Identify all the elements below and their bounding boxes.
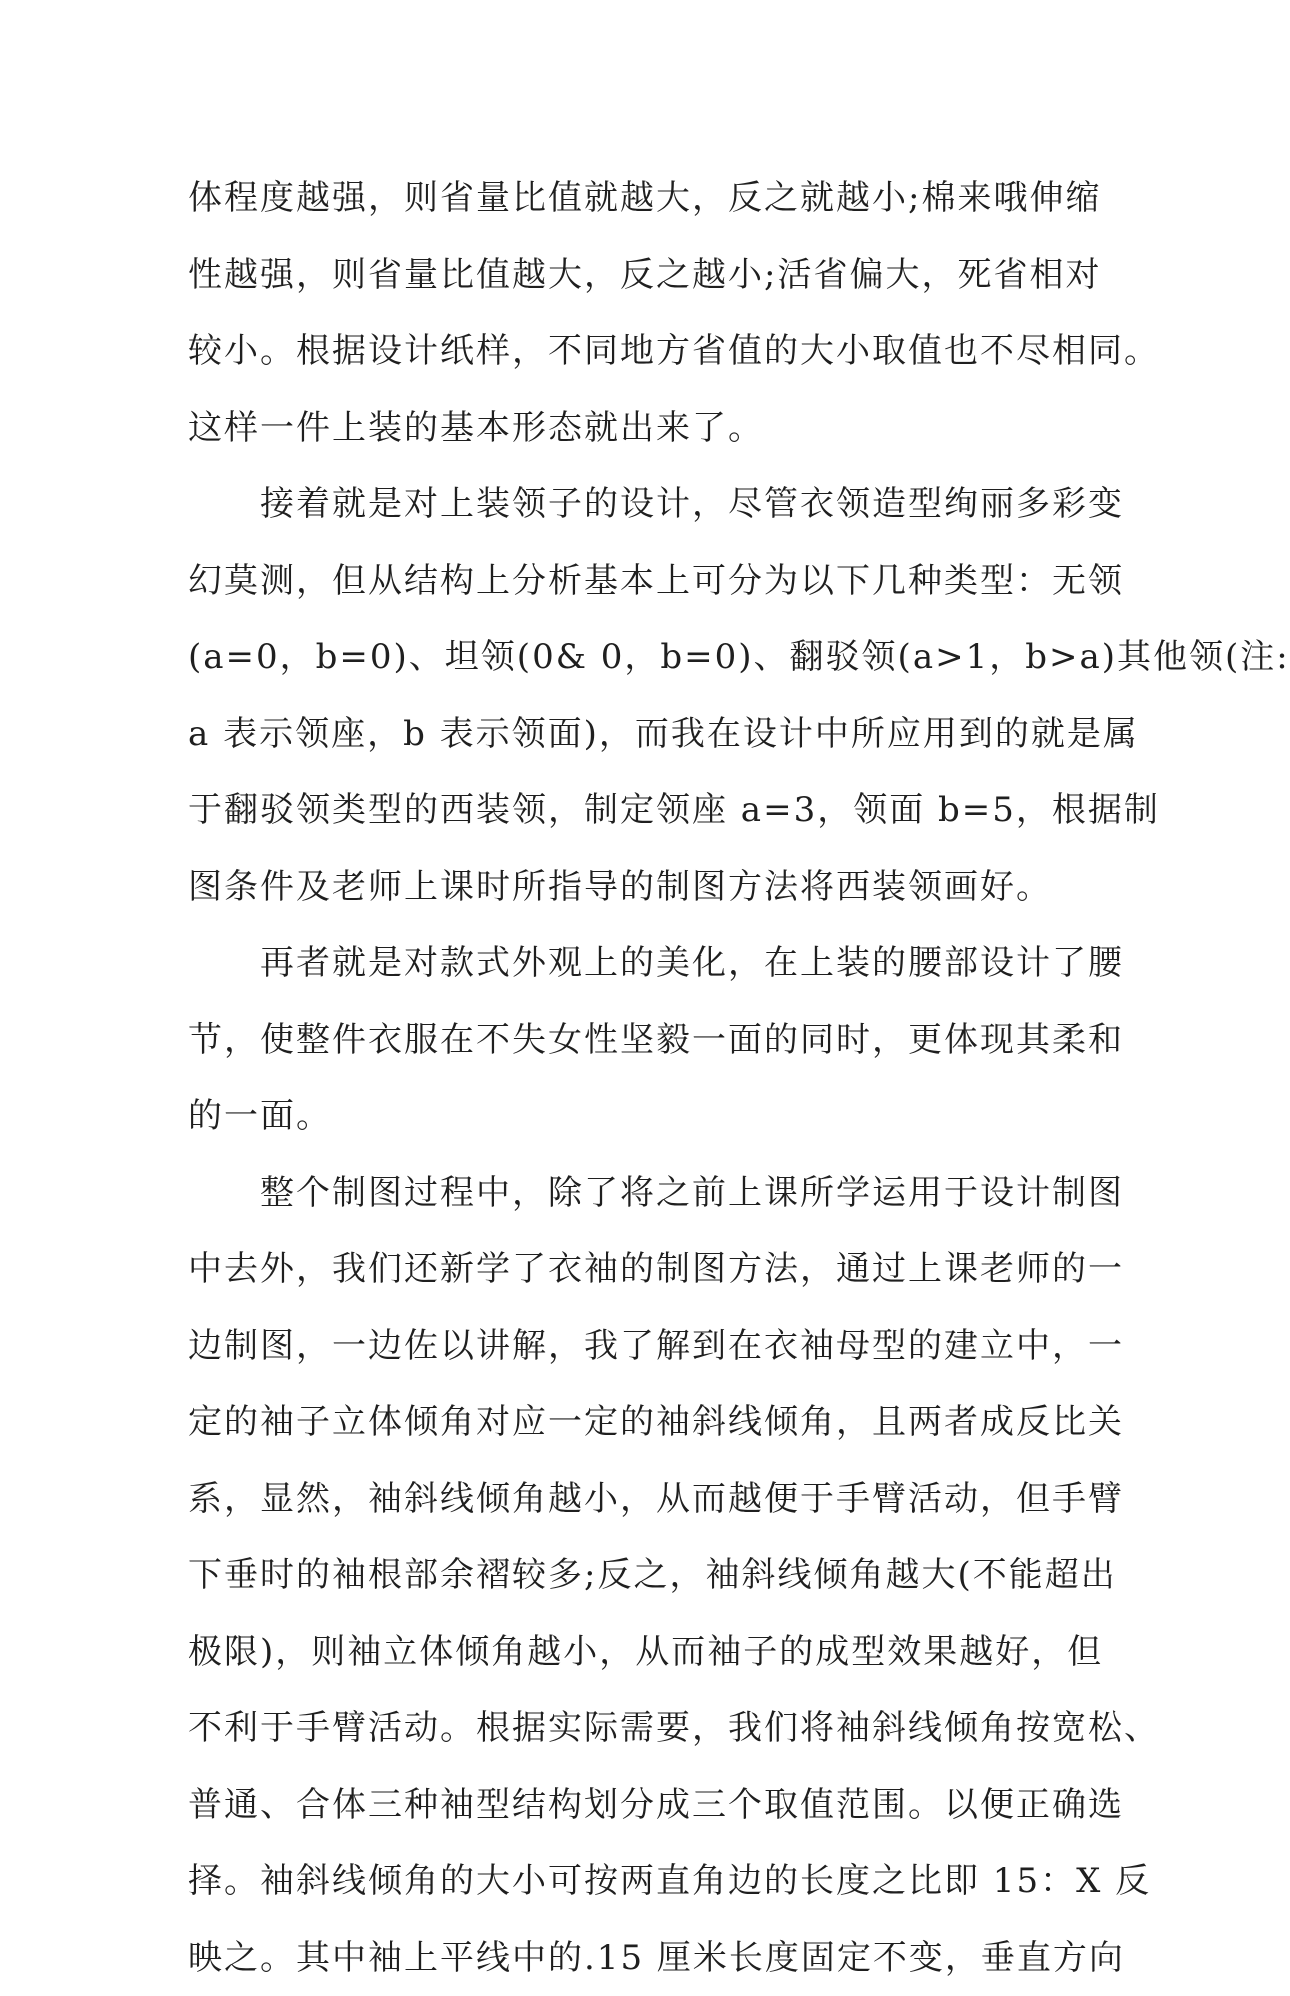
text-line-9: 于翻驳领类型的西装领，制定领座 a=3，领面 b=5，根据制 [188,772,1054,849]
body-text [188,160,1054,1996]
text-line-17: 定的袖子立体倾角对应一定的袖斜线倾角，且两者成反比关 [188,1384,1054,1461]
text-line-21: 不利于手臂活动。根据实际需要，我们将袖斜线倾角按宽松、 [188,1690,1054,1767]
text-line-12: 节，使整件衣服在不失女性坚毅一面的同时，更体现其柔和 [188,1002,1054,1079]
text-line-6: 幻莫测，但从结构上分析基本上可分为以下几种类型：无领 [188,543,1054,620]
text-line-23: 择。袖斜线倾角的大小可按两直角边的长度之比即 15：X 反 [188,1843,1054,1920]
text-line-10: 图条件及老师上课时所指导的制图方法将西装领画好。 [188,849,1054,926]
text-line-2: 性越强，则省量比值越大，反之越小;活省偏大，死省相对 [188,237,1054,314]
text-line-7: (a=0，b=0)、坦领(0& 0，b=0)、翻驳领(a>1，b>a)其他领(注: [188,619,1054,696]
text-line-3: 较小。根据设计纸样，不同地方省值的大小取值也不尽相同。 [188,313,1054,390]
text-line-20: 极限)，则袖立体倾角越小，从而袖子的成型效果越好，但 [188,1614,1054,1691]
text-line-1: 体程度越强，则省量比值就越大，反之就越小;棉来哦伸缩 [188,160,1054,237]
text-line-13: 的一面。 [188,1078,1054,1155]
text-line-24: 映之。其中袖上平线中的.15 厘米长度固定不变，垂直方向 [188,1920,1054,1996]
text-line-18: 系，显然，袖斜线倾角越小，从而越便于手臂活动，但手臂 [188,1461,1054,1538]
text-line-5: 接着就是对上装领子的设计，尽管衣领造型绚丽多彩变 [188,466,1054,543]
text-line-11: 再者就是对款式外观上的美化，在上装的腰部设计了腰 [188,925,1054,1002]
text-line-14: 整个制图过程中，除了将之前上课所学运用于设计制图 [188,1155,1054,1232]
text-line-19: 下垂时的袖根部余褶较多;反之，袖斜线倾角越大(不能超出 [188,1537,1054,1614]
text-line-16: 边制图，一边佐以讲解，我了解到在衣袖母型的建立中，一 [188,1308,1054,1385]
text-line-15: 中去外，我们还新学了衣袖的制图方法，通过上课老师的一 [188,1231,1054,1308]
text-line-4: 这样一件上装的基本形态就出来了。 [188,390,1054,467]
text-line-22: 普通、合体三种袖型结构划分成三个取值范围。以便正确选 [188,1767,1054,1844]
text-line-8: a 表示领座，b 表示领面)，而我在设计中所应用到的就是属 [188,696,1054,773]
